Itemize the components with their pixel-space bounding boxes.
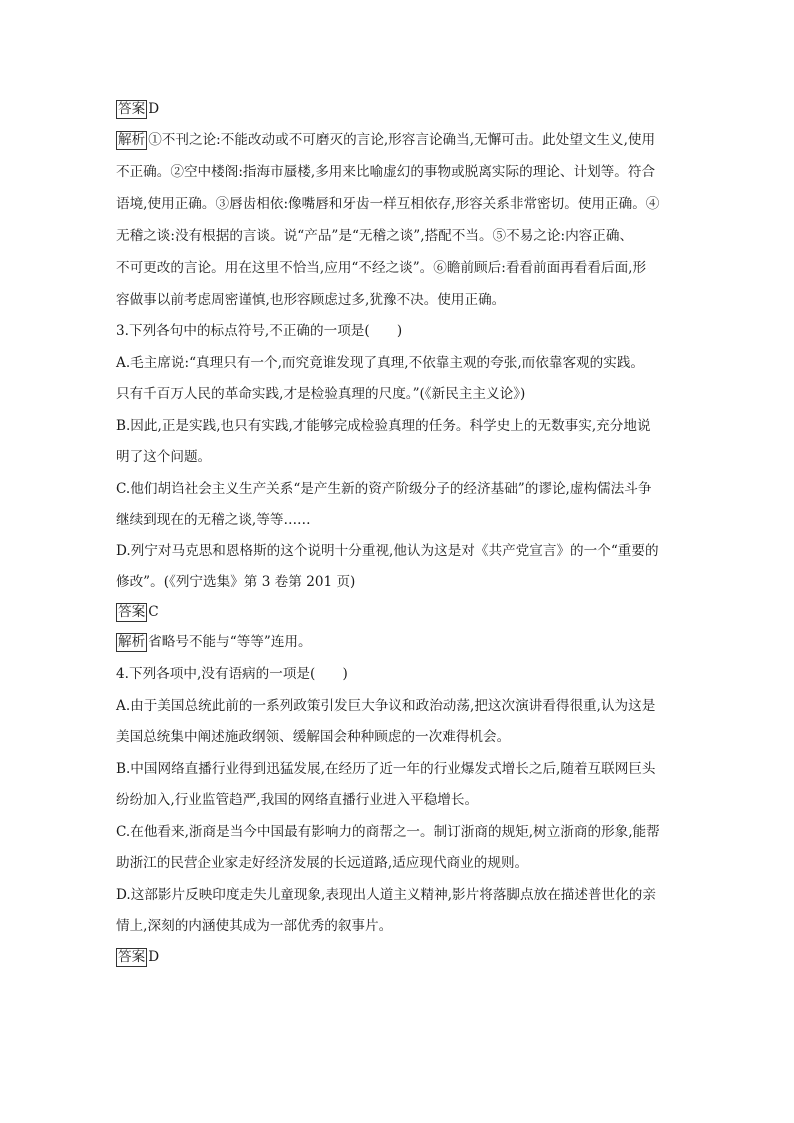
q3-option-d-line-1: D.列宁对马克思和恩格斯的这个说明十分重视,他认为这是对《共产党宣言》的一个“重要的 (116, 543, 659, 559)
q4-option-b-line-1: B.中国网络直播行业得到迅猛发展,在经历了近一年的行业爆发式增长之后,随着互联网巨头 (116, 761, 656, 777)
q4-option-a-line-1: A.由于美国总统此前的一系列政策引发巨大争议和政治动荡,把这次演讲看得很重,认为这是 (116, 698, 656, 714)
q4-option-c-line-1: C.在他看来,浙商是当今中国最有影响力的商帮之一。制订浙商的规矩,树立浙商的形象,能帮 (116, 824, 660, 840)
q4-option-b-line-2: 纷纷加入,行业监管趋严,我国的网络直播行业进入平稳增长。 (116, 792, 479, 808)
answer-value: C (148, 604, 159, 620)
q4-option-c-line-2: 助浙江的民营企业家走好经济发展的长远道路,适应现代商业的规则。 (116, 855, 529, 871)
q3-stem: 3.下列各句中的标点符号,不正确的一项是( ) (116, 323, 403, 339)
q4-option-a-line-2: 美国总统集中阐述施政纲领、缓解国会种种顾虑的一次难得机会。 (116, 729, 511, 745)
analysis-text: 省略号不能与“等等”连用。 (148, 634, 312, 650)
q3-option-a-line-2: 只有千百万人民的革命实践,才是检验真理的尺度。”(《新民主主义论》) (116, 386, 526, 402)
q2-analysis-line-3: 语境,使用正确。③唇齿相依:像嘴唇和牙齿一样互相依存,形容关系非常密切。使用正确。④ (116, 196, 660, 212)
analysis-tag: 解析 (118, 634, 146, 650)
q3-option-c-line-2: 继续到现在的无稽之谈,等等…… (116, 512, 311, 528)
answer-tag: 答案 (118, 101, 146, 117)
q2-analysis-line-1 (116, 130, 655, 150)
answer-tag: 答案 (118, 949, 146, 965)
q4-option-d-line-1: D.这部影片反映印度走失儿童现象,表现出人道主义精神,影片将落脚点放在描述普世化的亲 (116, 887, 656, 903)
q2-analysis-line-4: 无稽之谈:没有根据的言谈。说“产品”是“无稽之谈”,搭配不当。⑤不易之论:内容正确、 (116, 228, 634, 244)
q4-option-d-line-2: 情上,深刻的内涵使其成为一部优秀的叙事片。 (116, 918, 393, 934)
q2-answer-line (116, 99, 159, 119)
q2-analysis-line-2: 不正确。②空中楼阁:指海市蜃楼,多用来比喻虚幻的事物或脱离实际的理论、计划等。符合 (116, 164, 656, 180)
q3-option-d-line-2: 修改”。(《列宁选集》第 3 卷第 201 页) (116, 574, 356, 590)
q2-analysis-line-6: 容做事以前考虑周密谨慎,也形容顾虑过多,犹豫不决。使用正确。 (116, 292, 506, 308)
q3-option-b-line-1: B.因此,正是实践,也只有实践,才能够完成检验真理的任务。科学史上的无数事实,充分地说 (116, 418, 651, 434)
answer-value: D (148, 101, 160, 117)
answer-value: D (148, 949, 160, 965)
q2-analysis-line-5: 不可更改的言论。用在这里不恰当,应用“不经之谈”。⑥瞻前顾后:看看前面再看看后面,形 (116, 260, 647, 276)
analysis-text: ①不刊之论:不能改动或不可磨灭的言论,形容言论确当,无懈可击。此处望文生义,使用 (148, 132, 656, 148)
q3-option-a-line-1: A.毛主席说:“真理只有一个,而究竟谁发现了真理,不依靠主观的夸张,而依靠客观的实践。 (116, 355, 645, 371)
q3-analysis-line (116, 632, 312, 652)
q3-answer-line (116, 602, 159, 622)
q3-option-c-line-1: C.他们胡诌社会主义生产关系“是产生新的资产阶级分子的经济基础”的谬论,虚构儒法斗争 (116, 481, 652, 497)
analysis-tag: 解析 (118, 132, 146, 148)
q3-option-b-line-2: 明了这个问题。 (116, 449, 212, 465)
answer-tag: 答案 (118, 604, 146, 620)
q4-stem: 4.下列各项中,没有语病的一项是( ) (116, 666, 348, 682)
q4-answer-line (116, 947, 159, 967)
